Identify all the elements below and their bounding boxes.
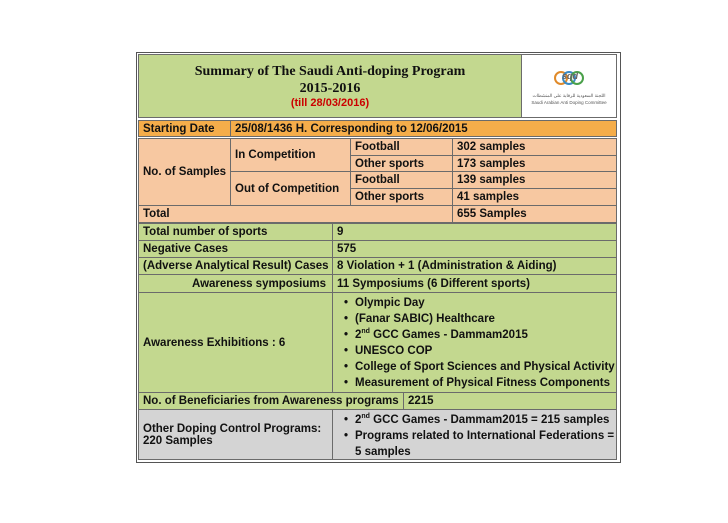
- logo-caption-en: Saudi Arabian Anti Doping Committee: [531, 100, 607, 105]
- symposiums-label: Awareness symposiums: [138, 274, 333, 293]
- total-value: 655 Samples: [452, 205, 617, 223]
- total-label: Total: [138, 205, 453, 223]
- aar-cases-label: (Adverse Analytical Result) Cases: [138, 257, 333, 275]
- in-comp-sport-2: Other sports: [350, 155, 453, 172]
- exhibitions-label: Awareness Exhibitions : 6: [138, 292, 333, 393]
- total-sports-label: Total number of sports: [138, 223, 333, 241]
- list-item: • College of Sport Sciences and Physical Activity: [355, 359, 615, 375]
- title-date-note: (till 28/03/2016): [290, 97, 370, 109]
- list-item: • 2nd GCC Games - Dammam2015: [355, 327, 615, 343]
- list-item: • (Fanar SABIC) Healthcare: [355, 311, 615, 327]
- other-programs-label-line-2: 220 Samples: [143, 434, 213, 447]
- beneficiaries-label: No. of Beneficiaries from Awareness programs: [138, 392, 404, 410]
- starting-date-label: Starting Date: [138, 120, 231, 137]
- logo-mark-text: sqd: [561, 71, 578, 81]
- exhibitions-list: [341, 295, 615, 391]
- starting-date-value: 25/08/1436 H. Corresponding to 12/06/2015: [230, 120, 617, 137]
- list-item: • UNESCO COP: [355, 343, 615, 359]
- in-comp-count-2: 173 samples: [452, 155, 617, 172]
- list-item: • Olympic Day: [355, 295, 615, 311]
- exhibitions-list-cell: [332, 292, 617, 393]
- in-comp-count-1: 302 samples: [452, 138, 617, 156]
- title-block: [138, 54, 522, 118]
- out-comp-count-1: 139 samples: [452, 171, 617, 189]
- in-comp-sport-1: Football: [350, 138, 453, 156]
- samples-label: No. of Samples: [138, 138, 231, 206]
- in-competition-label: In Competition: [230, 138, 351, 172]
- other-programs-label-line-1: Other Doping Control Programs:: [143, 422, 322, 435]
- logo-caption-ar: اللجنة السعودية للرقابة على المنشطات: [532, 93, 606, 98]
- other-programs-label: [138, 409, 333, 460]
- list-item: • 2nd GCC Games - Dammam2015 = 215 samples: [355, 412, 616, 428]
- out-comp-sport-1: Football: [350, 171, 453, 189]
- title-line-1: Summary of The Saudi Anti-doping Program: [194, 64, 466, 79]
- total-sports-value: 9: [332, 223, 617, 241]
- list-item: • Programs related to International Federations = 5 samples: [355, 428, 616, 460]
- out-comp-sport-2: Other sports: [350, 188, 453, 206]
- symposiums-value: 11 Symposiums (6 Different sports): [332, 274, 617, 293]
- other-programs-list-cell: [332, 409, 617, 460]
- out-comp-count-2: 41 samples: [452, 188, 617, 206]
- title-line-2: 2015-2016: [299, 81, 361, 96]
- list-item: • Measurement of Physical Fitness Components: [355, 375, 615, 391]
- other-programs-list: [341, 412, 616, 460]
- negative-cases-value: 575: [332, 240, 617, 258]
- beneficiaries-value: 2215: [403, 392, 617, 410]
- aar-cases-value: 8 Violation + 1 (Administration & Aiding): [332, 257, 617, 275]
- out-competition-label: Out of Competition: [230, 171, 351, 206]
- logo-block: [521, 54, 617, 118]
- negative-cases-label: Negative Cases: [138, 240, 333, 258]
